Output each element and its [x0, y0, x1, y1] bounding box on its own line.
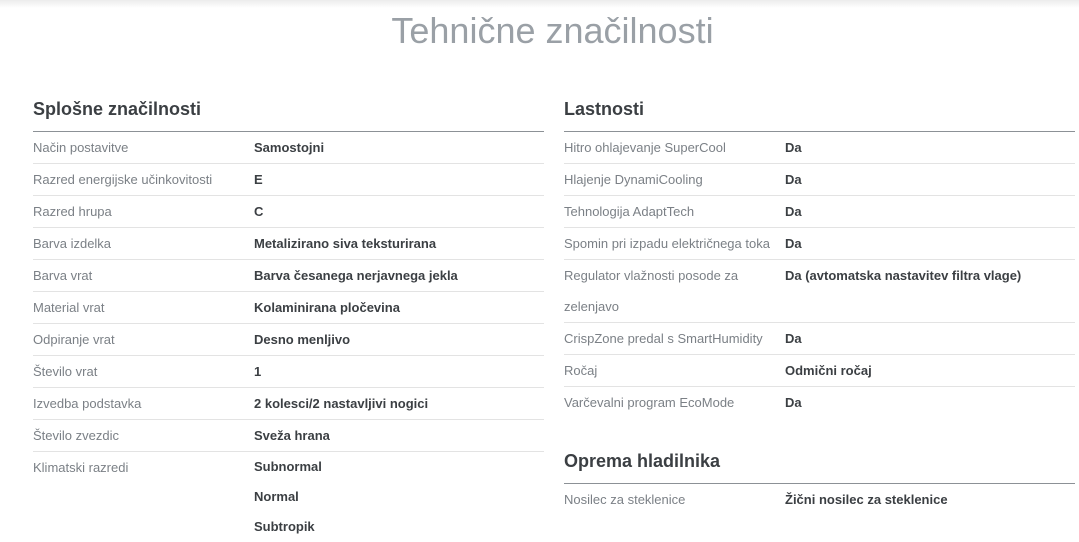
spec-row	[33, 420, 544, 452]
spec-value: Samostojni	[254, 140, 325, 155]
equipment-table	[564, 484, 1075, 515]
properties-table	[564, 132, 1075, 418]
spec-row	[564, 355, 1075, 387]
spec-value: Da	[785, 331, 802, 346]
spec-value: Sveža hrana	[254, 428, 330, 443]
right-column	[564, 97, 1075, 515]
top-shadow	[0, 0, 1079, 8]
spec-value: Da	[785, 172, 802, 187]
spec-label: Število vrat	[33, 364, 98, 379]
spec-value: C	[254, 204, 264, 219]
spec-label: Barva izdelka	[33, 236, 112, 251]
spec-row	[33, 292, 544, 324]
spec-row	[33, 196, 544, 228]
spec-row	[33, 260, 544, 292]
spec-value: 2 kolesci/2 nastavljivi nogici	[254, 396, 429, 411]
spec-row	[33, 228, 544, 260]
general-specs-section	[33, 97, 544, 542]
spec-label: Tehnologija AdaptTech	[564, 204, 695, 219]
spec-row	[33, 164, 544, 196]
spec-value: Da	[785, 236, 802, 251]
equipment-section	[564, 449, 1075, 515]
spec-value: Da	[785, 395, 802, 410]
spec-label: Regulator vlažnosti posode za zelenjavo	[564, 268, 739, 314]
spec-row	[33, 324, 544, 356]
spec-row	[564, 164, 1075, 196]
spec-value: Odmični ročaj	[785, 363, 872, 378]
spec-label: Razred energijske učinkovitosti	[33, 172, 213, 187]
spec-label: Število zvezdic	[33, 428, 119, 443]
spec-label: CrispZone predal s SmartHumidity	[564, 331, 763, 346]
spec-row	[564, 228, 1075, 260]
spec-row	[564, 323, 1075, 355]
spec-value: Desno menljivo	[254, 332, 351, 347]
spec-row	[33, 388, 544, 420]
spec-label: Ročaj	[564, 363, 598, 378]
spec-row	[564, 196, 1075, 228]
spec-row	[564, 387, 1075, 418]
spec-value: Da	[785, 140, 802, 155]
spec-row	[564, 484, 1075, 515]
spec-value: Barva česanega nerjavnega jekla	[254, 268, 458, 283]
general-specs-title: Splošne značilnosti	[33, 97, 544, 132]
spec-value: Da (avtomatska nastavitev filtra vlage)	[785, 268, 1022, 283]
properties-section	[564, 97, 1075, 418]
spec-value-item: Subtropik	[254, 519, 315, 534]
spec-label: Barva vrat	[33, 268, 93, 283]
spec-label: Varčevalni program EcoMode	[564, 395, 735, 410]
spec-label: Razred hrupa	[33, 204, 112, 219]
spec-label: Spomin pri izpadu električnega toka	[564, 236, 770, 251]
spec-value: E	[254, 172, 263, 187]
spec-row	[564, 132, 1075, 164]
spec-label: Odpiranje vrat	[33, 332, 115, 347]
spec-label: Hitro ohlajevanje SuperCool	[564, 140, 726, 155]
spec-value	[254, 452, 544, 542]
equipment-title: Oprema hladilnika	[564, 449, 1075, 484]
spec-row	[33, 452, 544, 542]
spec-label: Material vrat	[33, 300, 105, 315]
spec-label: Način postavitve	[33, 140, 129, 155]
spec-label: Nosilec za steklenice	[564, 492, 686, 507]
spec-row	[33, 356, 544, 388]
spec-value: Žični nosilec za steklenice	[785, 492, 948, 507]
spec-value: Kolaminirana pločevina	[254, 300, 400, 315]
properties-title: Lastnosti	[564, 97, 1075, 132]
spec-value: Da	[785, 204, 802, 219]
spec-label: Hlajenje DynamiCooling	[564, 172, 703, 187]
spec-value: Metalizirano siva teksturirana	[254, 236, 437, 251]
spec-row	[564, 260, 1075, 323]
spec-value: 1	[254, 364, 262, 379]
spec-row	[33, 132, 544, 164]
page-title: Tehnične značilnosti	[391, 10, 714, 51]
spec-value-item: Subnormal	[254, 459, 322, 474]
general-specs-table	[33, 132, 544, 542]
spec-value-item: Normal	[254, 489, 299, 504]
spec-label: Izvedba podstavka	[33, 396, 142, 411]
spec-label: Klimatski razredi	[33, 460, 129, 475]
